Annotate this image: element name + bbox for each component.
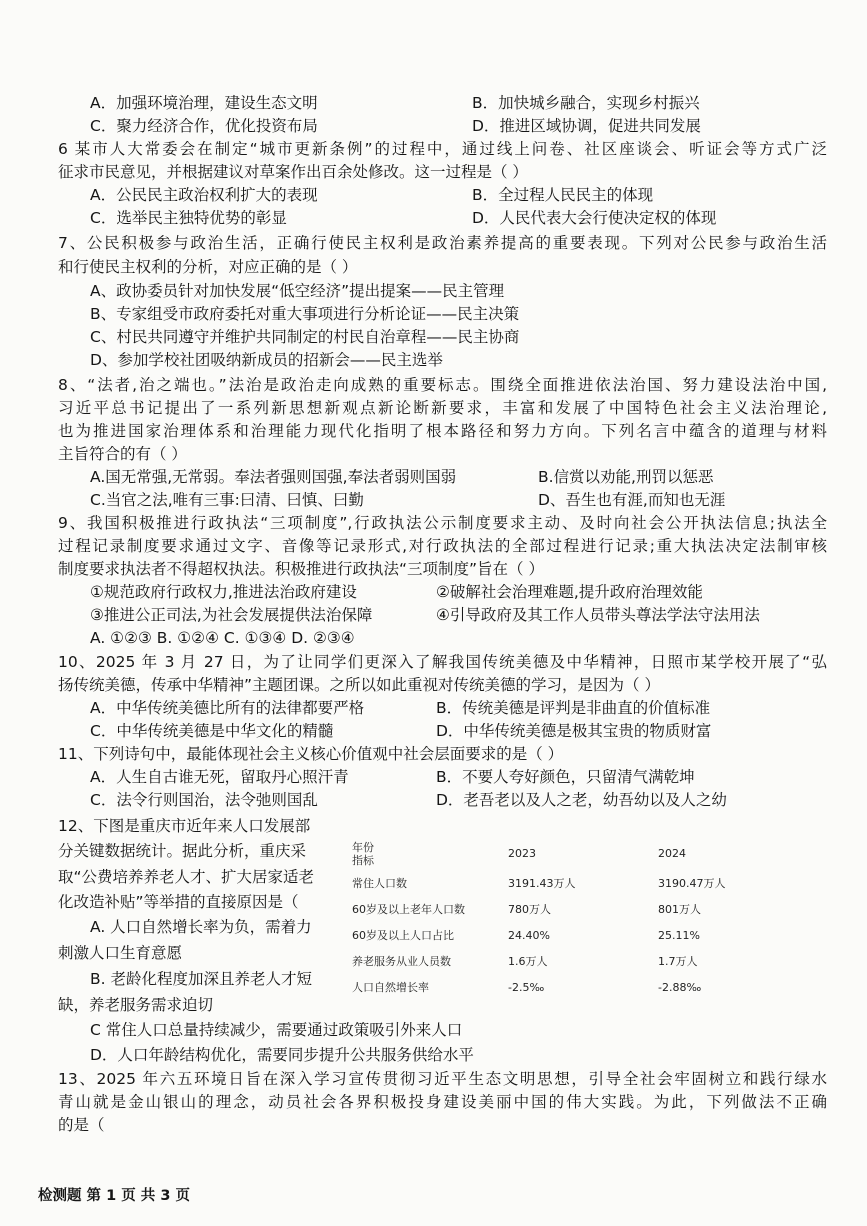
- q9-stem-line3: 制度要求执法者不得超权执法。积极推进行政执法“三项制度”旨在（ ）: [58, 560, 544, 578]
- table-year-2023: 2023: [508, 847, 536, 860]
- q11-option-d[interactable]: D．老吾老以及人之老，幼吾幼以及人之幼: [436, 791, 727, 809]
- q6-row-cd: [0, 207, 867, 230]
- q5-option-d[interactable]: D．推进区域协调，促进共同发展: [472, 117, 701, 135]
- q6-stem-line2: 征求市民意见，并根据建议对草案作出百余处修改。这一过程是（ ）: [58, 163, 528, 181]
- q8-row-cd: [0, 489, 867, 512]
- q9-statement-3: ③推进公正司法,为社会发展提供法治保障: [90, 606, 373, 624]
- q10-option-d[interactable]: D．中华传统美德是极其宝贵的物质财富: [436, 722, 712, 740]
- q11-row-ab: [0, 766, 867, 789]
- q10-option-a[interactable]: A．中华传统美德比所有的法律都要严格: [90, 699, 365, 717]
- q9-statement-2: ②破解社会治理难题,提升政府治理效能: [436, 583, 703, 601]
- q8-stem-line2: 习近平总书记提出了一系列新思想新观点新论断新要求，丰富和发展了中国特色社会主义法治理论,: [58, 399, 827, 417]
- q12-stem-line3: 取“公费培养养老人才、扩大居家适老: [58, 868, 315, 886]
- q5-row-cd: [0, 115, 867, 138]
- q8-stem-line4: 主旨符合的有（ ）: [58, 445, 187, 463]
- q7-stem-line2: 和行使民主权利的分析，对应正确的是（ ）: [58, 258, 358, 276]
- q6-option-b[interactable]: B．全过程人民民主的体现: [472, 186, 654, 204]
- q13-stem-line3: 的是（: [58, 1116, 105, 1134]
- q12-option-d-row: [0, 1044, 867, 1067]
- q7-option-b[interactable]: B、专家组受市政府委托对重大事项进行分析论证——民主决策: [90, 305, 520, 323]
- table-row: 养老服务从业人员数 1.6万人 1.7万人: [352, 955, 698, 968]
- q6-option-c[interactable]: C．选举民主独特优势的彰显: [90, 209, 287, 227]
- q7-option-c-row: [0, 326, 867, 349]
- q13-stem-line1: 13、2025 年六五环境日旨在深入学习宣传贯彻习近平生态文明思想，引导全社会牢固树立和践行绿水: [58, 1070, 827, 1088]
- q12-stem-line2: 分关键数据统计。据此分析，重庆采: [58, 842, 307, 860]
- q5-option-a[interactable]: A．加强环境治理，建设生态文明: [90, 94, 318, 112]
- q13-stem-line2: 青山就是金山银山的理念，动员社会各界积极投身建设美丽中国的伟大实践。为此，下列做法不正确: [58, 1093, 827, 1111]
- q7-option-d[interactable]: D、参加学校社团吸纳新成员的招新会——民主选举: [90, 351, 443, 369]
- q6-stem-line1: 6 某市人大常委会在制定“城市更新条例”的过程中，通过线上问卷、社区座谈会、听证会等方式广泛: [58, 140, 827, 158]
- q7-option-d-row: [0, 349, 867, 372]
- q12-option-b-row2: 缺，养老服务需求迫切: [58, 996, 214, 1014]
- q10-row-cd: [0, 720, 867, 743]
- q11-row-cd: [0, 789, 867, 812]
- q8-row-ab: [0, 466, 867, 489]
- q8-option-b[interactable]: B.信赏以劝能,刑罚以惩恶: [538, 468, 714, 486]
- q12-option-c[interactable]: C 常住人口总量持续减少，需要通过政策吸引外来人口: [90, 1021, 463, 1039]
- q6-option-a[interactable]: A．公民民主政治权利扩大的表现: [90, 186, 318, 204]
- q9-statements-34: [0, 604, 867, 627]
- q7-option-a[interactable]: A、政协委员针对加快发展“低空经济”提出提案——民主管理: [90, 282, 505, 300]
- q9-statement-1: ①规范政府行政权力,推进法治政府建设: [90, 583, 357, 601]
- q9-statements-12: [0, 581, 867, 604]
- q5-option-b[interactable]: B．加快城乡融合，实现乡村振兴: [472, 94, 700, 112]
- q7-option-a-row: [0, 280, 867, 303]
- q10-option-b[interactable]: B．传统美德是评判是非曲直的价值标准: [436, 699, 711, 717]
- q9-statement-4: ④引导政府及其工作人员带头尊法学法守法用法: [436, 606, 760, 624]
- q8-stem-line3: 也为推进国家治理体系和治理能力现代化指明了根本路径和努力方向。下列名言中蕴含的道理与材料: [58, 422, 827, 440]
- q11-option-c[interactable]: C．法令行则国治，法令弛则国乱: [90, 791, 318, 809]
- q12-option-c-row: [0, 1019, 867, 1042]
- q10-option-c[interactable]: C．中华传统美德是中华文化的精髓: [90, 722, 334, 740]
- q10-stem-line2: 扬传统美德，传承中华精神”主题团课。之所以如此重视对传统美德的学习，是因为（ ）: [58, 676, 660, 694]
- table-header-row: [352, 838, 758, 870]
- q12-option-d[interactable]: D．人口年龄结构优化，需要同步提升公共服务供给水平: [90, 1046, 474, 1064]
- q9-stem-line2: 过程记录制度要求通过文字、音像等记录形式,对行政执法的全部过程进行记录;重大执法决定法制审核: [58, 537, 827, 555]
- q7-stem-line1: 7、公民积极参与政治生活，正确行使民主权利是政治素养提高的重要表现。下列对公民参与政治生活: [58, 234, 827, 252]
- q8-stem-line1: 8、“法者,治之端也。”法治是政治走向成熟的重要标志。围绕全面推进依法治国、努力建设法治中国,: [58, 376, 827, 394]
- q11-option-a[interactable]: A．人生自古谁无死，留取丹心照汗青: [90, 768, 349, 786]
- q11-option-b[interactable]: B．不要人夸好颜色，只留清气满乾坤: [436, 768, 695, 786]
- q6-row-ab: [0, 184, 867, 207]
- q7-option-b-row: [0, 303, 867, 326]
- table-row: 常住人口数 3191.43万人 3190.47万人: [352, 877, 726, 890]
- q12-option-a-row2: 刺激人口生育意愿: [58, 944, 183, 962]
- q12-option-b[interactable]: B. 老龄化程度加深且养老人才短: [90, 970, 312, 988]
- q8-option-d[interactable]: D、吾生也有涯,而知也无涯: [538, 491, 726, 509]
- page-footer: 检测题 第 1 页 共 3 页: [38, 1188, 190, 1204]
- q11-stem-line: 11、下列诗句中，最能体现社会主义核心价值观中社会层面要求的是（ ）: [58, 745, 564, 763]
- q12-stem-line1: 12、下图是重庆市近年来人口发展部: [58, 817, 311, 835]
- q7-option-c[interactable]: C、村民共同遵守并维护共同制定的村民自治章程——民主协商: [90, 328, 520, 346]
- q8-option-a[interactable]: A.国无常强,无常弱。奉法者强则国强,奉法者弱则国弱: [90, 468, 457, 486]
- q10-row-ab: [0, 697, 867, 720]
- table-corner-cell: 年份 指标: [352, 841, 374, 867]
- table-row: 60岁及以上人口占比 24.40% 25.11%: [352, 928, 700, 942]
- q5-row-ab: [0, 92, 867, 115]
- q10-stem-line1: 10、2025 年 3 月 27 日，为了让同学们更深入了解我国传统美德及中华精神，日照市某学校开展了“弘: [58, 653, 827, 671]
- q12-stem-line4: 化改造补贴”等举措的直接原因是（: [58, 893, 299, 911]
- q5-option-c[interactable]: C．聚力经济合作，优化投资布局: [90, 117, 318, 135]
- q12-data-table: [352, 838, 758, 1000]
- table-row: 60岁及以上老年人口数 780万人 801万人: [352, 903, 701, 916]
- q6-option-d[interactable]: D．人民代表大会行使决定权的体现: [472, 209, 717, 227]
- q9-options-row: [0, 627, 867, 650]
- q12-option-a[interactable]: A. 人口自然增长率为负，需着力: [90, 918, 312, 936]
- table-row: 人口自然增长率 -2.5‰ -2.88‰: [352, 980, 702, 994]
- q8-option-c[interactable]: C.当官之法,唯有三事:曰清、曰慎、曰勤: [90, 491, 364, 509]
- table-year-2024: 2024: [658, 847, 686, 860]
- q9-options[interactable]: A. ①②③ B. ①②④ C. ①③④ D. ②③④: [90, 629, 355, 647]
- q9-stem-line1: 9、我国积极推进行政执法“三项制度”,行政执法公示制度要求主动、及时向社会公开执法信息;执法全: [58, 514, 827, 532]
